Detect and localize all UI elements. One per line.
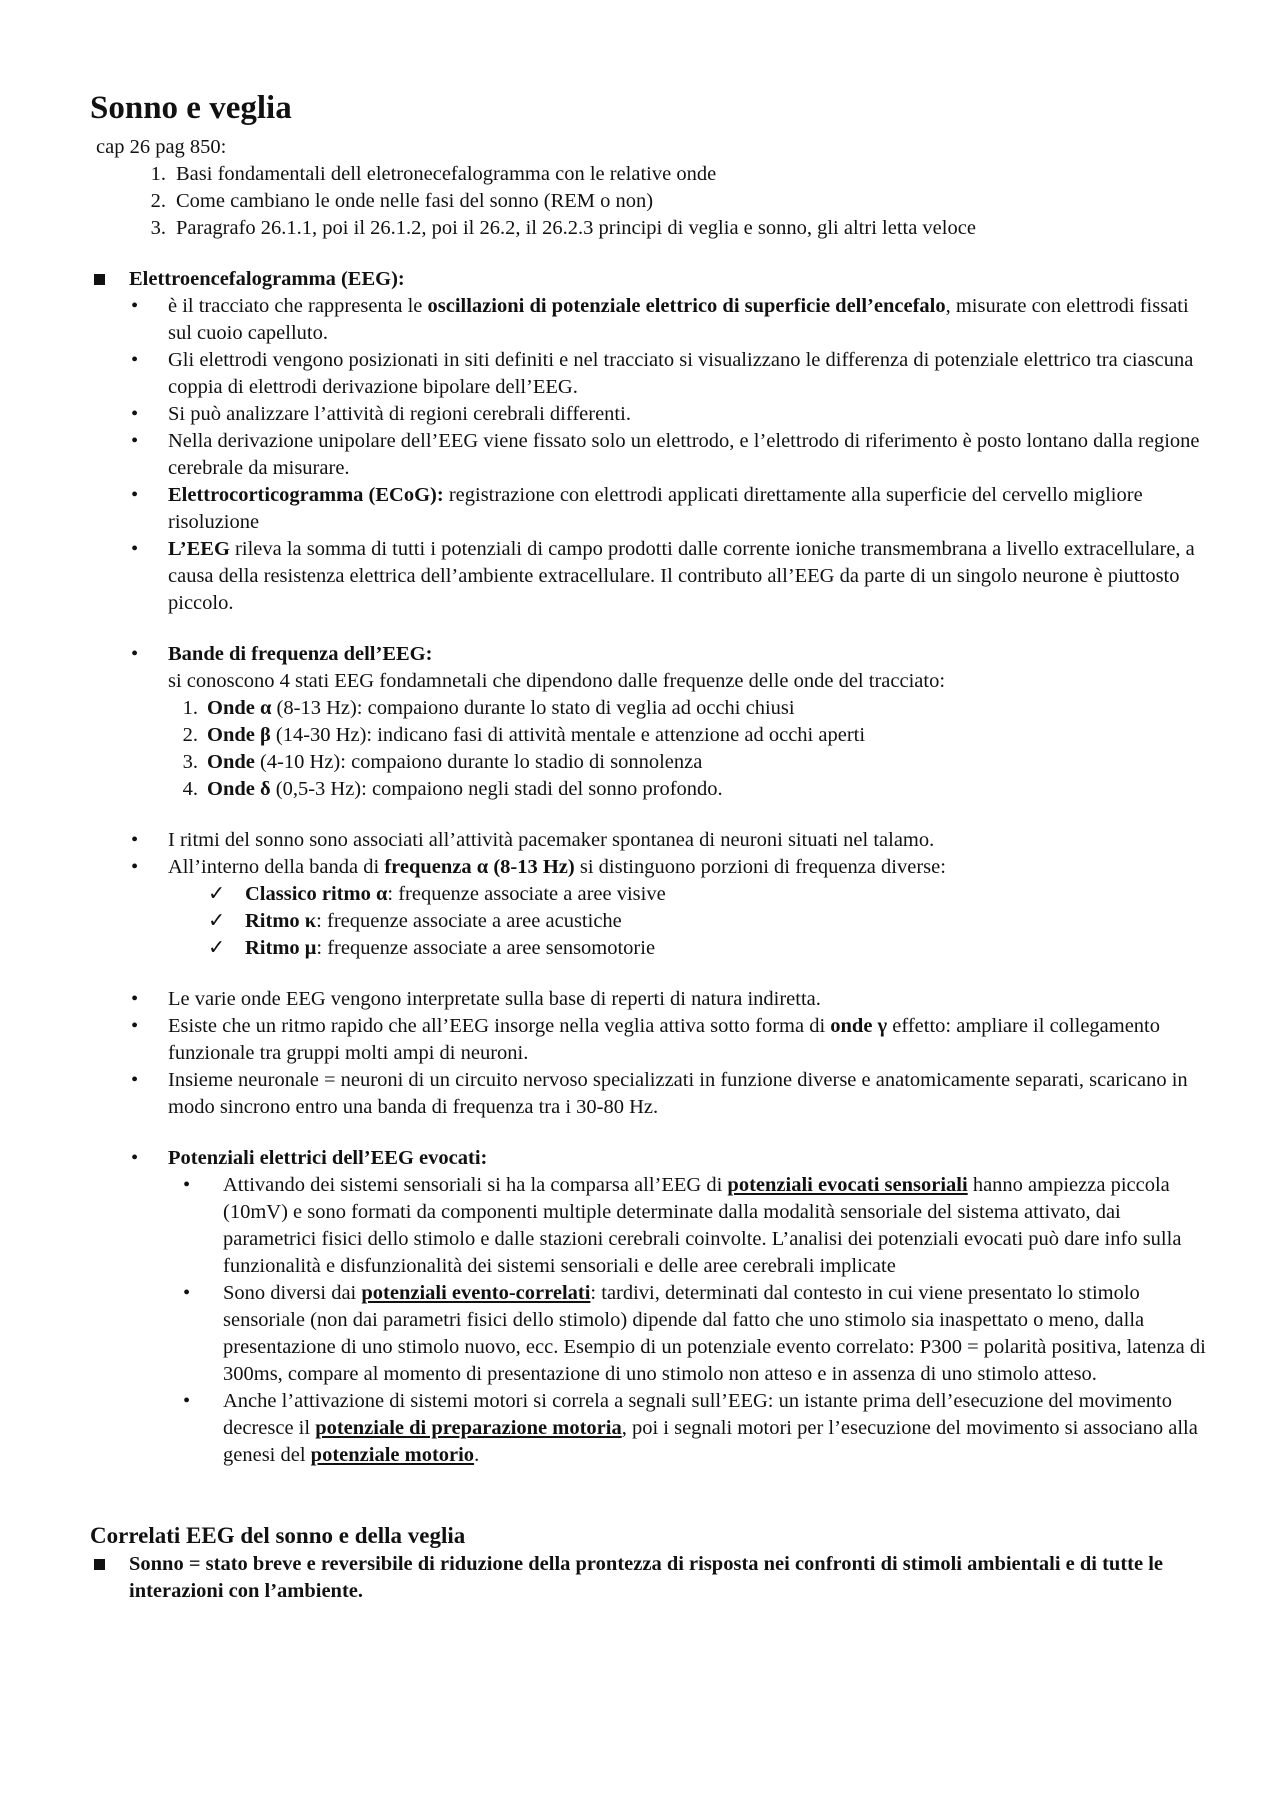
section-eeg — [90, 266, 1210, 293]
bullet-icon: • — [131, 988, 139, 1010]
list-item: Sonno = stato breve e reversibile di riduzione della prontezza di risposta nei confronti di stimoli ambientali e di tutte le interazioni con l’ambiente. — [90, 1551, 1210, 1605]
bullet-icon: • — [131, 349, 139, 371]
list-item: • I ritmi del sonno sono associati all’attività pacemaker spontanea di neuroni situati nel talamo. — [90, 827, 1210, 854]
list-item: 3. Paragrafo 26.1.1, poi il 26.1.2, poi il 26.2, il 26.2.3 principi di veglia e sonno, gli altri letta veloce — [150, 217, 976, 239]
list-item: • Attivando dei sistemi sensoriali si ha la comparsa all’EEG di potenziali evocati sensoriali hanno ampiezza piccola (10mV) e sono formati da componenti multiple determinate dalla modalità sensoriale del sistema attivato, dai parametrici fisici dello stimolo e dalle stazioni cerebrali coinvolte. L’analisi dei potenziali evocati può dare info sulla funzionalità e disfunzionalità dei sistemi sensoriali e delle aree cerebrali implicate — [183, 1174, 1182, 1277]
list-item: • Sono diversi dai potenziali evento-correlati: tardivi, determinati dal contesto in cui viene presentato lo stimolo sensoriale (non dai parametri fisici dello stimolo) dipende dal fatto che uno stimolo sia inaspettato o meno, dalla presentazione di uno stimolo nuovo, ecc. Esempio di un potenziale evento correlato: P300 = polarità positiva, latenza di 300ms, compare al momento di presentazione di uno stimolo non atteso e in assenza di uno stimolo atteso. — [183, 1282, 1206, 1385]
list-item: 4. Onde δ (0,5-3 Hz): compaiono negli stadi del sonno profondo. — [182, 778, 723, 800]
square-bullet-icon — [94, 274, 105, 285]
list-item: • Gli elettrodi vengono posizionati in siti definiti e nel tracciato si visualizzano le differenza di potenziale elettrico tra ciascuna coppia di elettrodi derivazione bipolare dell’EEG. — [131, 349, 1194, 398]
bullet-icon: • — [183, 1282, 191, 1304]
page-title: Sonno e veglia — [90, 90, 292, 126]
bullet-icon: • — [183, 1390, 191, 1412]
list-item: • Le varie onde EEG vengono interpretate sulla base di reperti di natura indiretta. — [90, 986, 1210, 1013]
check-icon: ✓ — [208, 883, 226, 905]
square-bullet-icon — [94, 1559, 105, 1570]
bullet-icon: • — [131, 295, 139, 317]
list-item: 1. Basi fondamentali dell eletronecefalogramma con le relative onde — [150, 163, 717, 185]
list-item: • Anche l’attivazione di sistemi motori si correla a segnali sull’EEG: un istante prima dell’esecuzione del movimento decresce il potenziale di preparazione motoria, poi i segnali motori per l’esecuzione del movimento si associano alla genesi del potenziale motorio. — [183, 1390, 1198, 1466]
list-item: 3. Onde (4-10 Hz): compaiono durante lo stadio di sonnolenza — [182, 751, 703, 773]
intro-list — [90, 161, 1210, 242]
check-icon: ✓ — [208, 910, 226, 932]
bullet-icon: • — [183, 1174, 191, 1196]
section-heading: Elettroencefalogramma (EEG): — [129, 268, 405, 290]
bullet-icon: • — [131, 430, 139, 452]
list-item: 1. Onde α (8-13 Hz): compaiono durante lo stato di veglia ad occhi chiusi — [182, 697, 795, 719]
document-page — [90, 88, 1210, 1605]
list-item: 2. Come cambiano le onde nelle fasi del sonno (REM o non) — [150, 190, 654, 212]
list-item: • L’EEG rileva la somma di tutti i potenziali di campo prodotti dalle corrente ioniche transmembrana a livello extracellulare, a causa della resistenza elettrica dell’ambiente extracellulare. Il contributo all’EEG da parte di un singolo neurone è piuttosto piccolo. — [131, 538, 1195, 614]
check-icon: ✓ — [208, 937, 226, 959]
bullet-icon: • — [131, 856, 139, 878]
list-item: • Insieme neuronale = neuroni di un circuito nervoso specializzati in funzione diverse e anatomicamente separati, scaricano in modo sincrono entro una banda di frequenza tra i 30-80 Hz. — [131, 1069, 1188, 1118]
section-title: Correlati EEG del sonno e della veglia — [90, 1523, 466, 1548]
list-item: • Potenziali elettrici dell’EEG evocati: — [90, 1145, 1210, 1172]
list-item: ✓ Classico ritmo α: frequenze associate a aree visive — [90, 881, 1210, 908]
list-item: • Si può analizzare l’attività di regioni cerebrali differenti. — [90, 401, 1210, 428]
list-item: • Esiste che un ritmo rapido che all’EEG insorge nella veglia attiva sotto forma di onde γ effetto: ampliare il collegamento funzionale tra gruppi molti ampi di neuroni. — [131, 1015, 1161, 1064]
list-item: • Elettrocorticogramma (ECoG): registrazione con elettrodi applicati direttamente alla superficie del cervello migliore risoluzione — [131, 484, 1143, 533]
bullet-icon: • — [131, 484, 139, 506]
bullet-icon: • — [131, 538, 139, 560]
list-item: • All’interno della banda di frequenza α (8-13 Hz) si distinguono porzioni di frequenza diverse: — [90, 854, 1210, 881]
list-item: • è il tracciato che rappresenta le oscillazioni di potenziale elettrico di superficie dell’encefalo, misurate con elettrodi fissati sul cuoio capelluto. — [131, 295, 1189, 344]
bullet-icon: • — [131, 1069, 139, 1091]
list-item: • Bande di frequenza dell’EEG: si conoscono 4 stati EEG fondamnetali che dipendono dalle frequenze delle onde del tracciato: — [131, 643, 946, 692]
list-item: ✓ Ritmo μ: frequenze associate a aree sensomotorie — [90, 935, 1210, 962]
bullet-icon: • — [131, 1147, 139, 1169]
subtitle: cap 26 pag 850: — [96, 136, 227, 158]
bande-list — [90, 695, 1210, 803]
bullet-icon: • — [131, 829, 139, 851]
bullet-icon: • — [131, 643, 139, 665]
list-item: 2. Onde β (14-30 Hz): indicano fasi di attività mentale e attenzione ad occhi aperti — [182, 724, 866, 746]
bullet-icon: • — [131, 403, 139, 425]
list-item: ✓ Ritmo κ: frequenze associate a aree acustiche — [90, 908, 1210, 935]
bullet-icon: • — [131, 1015, 139, 1037]
list-item: • Nella derivazione unipolare dell’EEG viene fissato solo un elettrodo, e l’elettrodo di riferimento è posto lontano dalla regione cerebrale da misurare. — [131, 430, 1200, 479]
